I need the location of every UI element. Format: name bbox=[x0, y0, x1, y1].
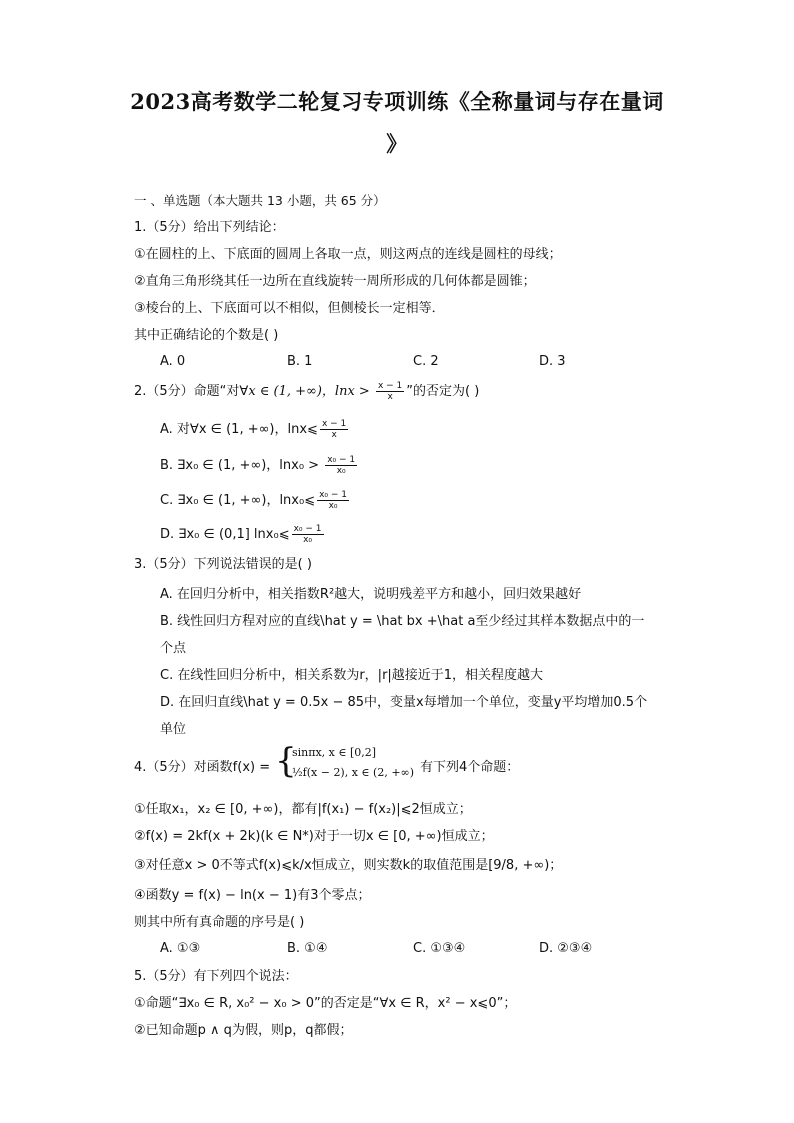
q4-statement-4: ④函数y = f(x) − ln(x − 1)有3个零点； bbox=[134, 888, 371, 903]
q3-option-d[interactable]: D. 在回归直线\hat y = 0.5x − 85中，变量x每增加一个单位，变量y平均增加0.5个 bbox=[160, 695, 648, 710]
fraction-denominator: x₀ bbox=[336, 466, 346, 476]
q1-option-a[interactable]: A. 0 bbox=[160, 354, 186, 369]
section-heading: 一 、单选题（本大题共 13 小题，共 65 分） bbox=[134, 193, 386, 208]
fraction-numerator: x₀ − 1 bbox=[293, 524, 322, 534]
q3-stem: 3.（5分）下列说法错误的是( ) bbox=[134, 557, 312, 572]
q1-option-b[interactable]: B. 1 bbox=[287, 354, 313, 369]
fraction-denominator: x₀ bbox=[328, 501, 338, 511]
q5-statement-1: ①命题“∃x₀ ∈ R, x₀² − x₀ > 0”的否定是“∀x ∈ R，x² − x⩽0”； bbox=[134, 996, 517, 1011]
fraction-denominator: x bbox=[387, 392, 393, 402]
q1-statement-1: ①在圆柱的上、下底面的圆周上各取一点，则这两点的连线是圆柱的母线； bbox=[134, 247, 562, 262]
fraction-numerator: x − 1 bbox=[321, 419, 347, 429]
q4-option-b[interactable]: B. ①④ bbox=[287, 941, 328, 956]
q2-option-c[interactable] bbox=[160, 489, 351, 511]
fraction-numerator: x₀ − 1 bbox=[319, 490, 348, 500]
q3-option-c[interactable]: C. 在线性回归分析中，相关系数为r，|r|越接近于1，相关程度越大 bbox=[160, 668, 544, 683]
q2-stem-math: x ∈ (1, +∞)，lnx > bbox=[248, 384, 374, 399]
fraction-numerator: x − 1 bbox=[377, 381, 403, 391]
q2-stem bbox=[134, 381, 479, 402]
q4-option-d[interactable]: D. ②③④ bbox=[539, 941, 593, 956]
option-fraction bbox=[325, 455, 357, 476]
q3-option-d-continued: 单位 bbox=[160, 722, 187, 737]
q4-case-1: sinπx, x ∈ [0,2] bbox=[292, 746, 377, 759]
fraction-numerator: x₀ − 1 bbox=[327, 455, 356, 465]
option-text: B. ∃x₀ ∈ (1, +∞)，lnx₀ > bbox=[160, 458, 324, 473]
q2-option-d[interactable] bbox=[160, 524, 326, 545]
piecewise-brace: { bbox=[275, 741, 297, 781]
option-fraction bbox=[317, 490, 349, 511]
q4-option-a[interactable]: A. ①③ bbox=[160, 941, 201, 956]
q1-statement-2: ②直角三角形绕其任一边所在直线旋转一周所形成的几何体都是圆锥； bbox=[134, 274, 536, 289]
option-text: D. ∃x₀ ∈ (0,1] lnx₀⩽ bbox=[160, 527, 290, 542]
q5-statement-2: ②已知命题p ∧ q为假，则p，q都假； bbox=[134, 1023, 353, 1038]
doc-title-continued: 》 bbox=[386, 131, 408, 156]
q1-stem: 1.（5分）给出下列结论： bbox=[134, 220, 285, 235]
q2-stem-suffix: ”的否定为( ) bbox=[406, 384, 480, 399]
q3-option-a[interactable]: A. 在回归分析中，相关指数R²越大，说明残差平方和越小，回归效果越好 bbox=[160, 587, 582, 602]
q3-option-b-continued: 个点 bbox=[160, 641, 187, 656]
q2-option-a[interactable] bbox=[160, 418, 350, 440]
q2-option-b[interactable] bbox=[160, 454, 359, 476]
fraction-denominator: x bbox=[331, 430, 337, 440]
q1-statement-3: ③棱台的上、下底面可以不相似，但侧棱长一定相等． bbox=[134, 301, 445, 316]
option-fraction bbox=[292, 524, 324, 545]
option-fraction bbox=[320, 419, 348, 440]
q4-option-c[interactable]: C. ①③④ bbox=[413, 941, 466, 956]
q1-option-d[interactable]: D. 3 bbox=[539, 354, 566, 369]
q4-stem-suffix: 有下列4个命题： bbox=[420, 760, 520, 775]
q4-case-2: ½f(x − 2), x ∈ (2, +∞) bbox=[292, 766, 415, 779]
q1-question: 其中正确结论的个数是( ) bbox=[134, 328, 279, 343]
option-text: C. ∃x₀ ∈ (1, +∞)，lnx₀⩽ bbox=[160, 493, 316, 508]
doc-title: 2023高考数学二轮复习专项训练《全称量词与存在量词 bbox=[130, 89, 664, 114]
q5-stem: 5.（5分）有下列四个说法： bbox=[134, 969, 298, 984]
q3-option-b[interactable]: B. 线性回归方程对应的直线\hat y = \hat bx +\hat a至少经过其样本数据点中的一 bbox=[160, 614, 645, 629]
q4-statement-1: ①任取x₁，x₂ ∈ [0, +∞)，都有|f(x₁) − f(x₂)|⩽2恒成立； bbox=[134, 802, 472, 817]
fraction-denominator: x₀ bbox=[303, 535, 313, 545]
q4-question: 则其中所有真命题的序号是( ) bbox=[134, 915, 305, 930]
q2-stem-prefix: 2.（5分）命题“对∀ bbox=[134, 384, 249, 399]
q2-stem-fraction bbox=[376, 381, 404, 402]
q4-stem-prefix: 4.（5分）对函数f(x) = bbox=[134, 760, 271, 775]
q1-option-c[interactable]: C. 2 bbox=[413, 354, 439, 369]
q4-statement-2: ②f(x) = 2kf(x + 2k)(k ∈ N*)对于一切x ∈ [0, +∞)恒成立； bbox=[134, 829, 494, 844]
q4-statement-3: ③对任意x > 0不等式f(x)⩽k/x恒成立，则实数k的取值范围是[9/8, +∞)； bbox=[134, 858, 563, 873]
option-text: A. 对∀x ∈ (1, +∞)，lnx⩽ bbox=[160, 422, 318, 437]
